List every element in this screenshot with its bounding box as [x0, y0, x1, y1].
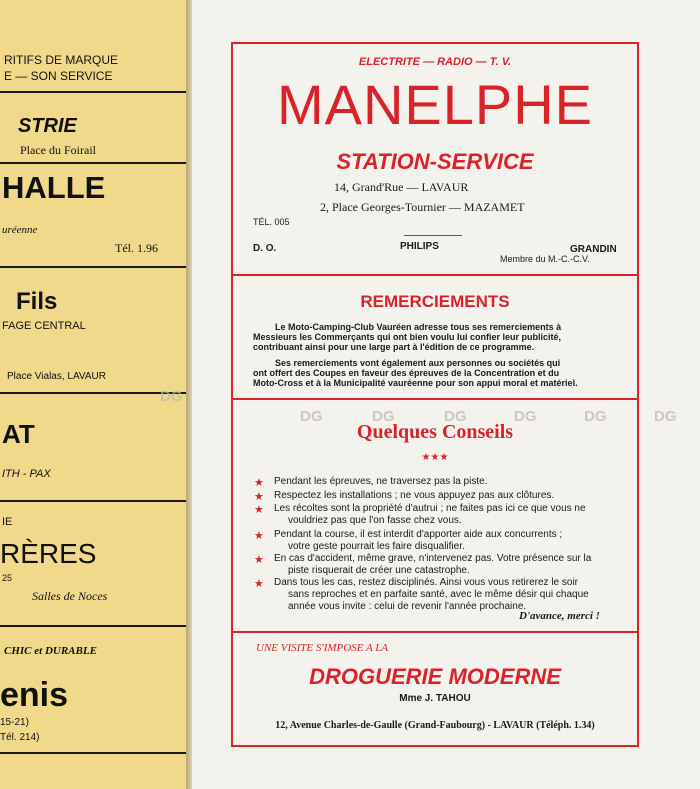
star-bullet-icon: ★ [254, 554, 264, 566]
advice-item-4 [254, 529, 626, 553]
thanks-title: REMERCIEMENTS [360, 292, 510, 311]
star-bullet-icon: ★ [254, 504, 264, 516]
left-text-14: RÈRES [0, 538, 97, 569]
manelphe-header: ELECTRITE — RADIO — T. V. [358, 56, 512, 68]
watermark-mark: DG [514, 408, 537, 425]
watermark-mark: DG [300, 408, 323, 425]
section-divider [233, 398, 637, 400]
left-divider [0, 500, 190, 502]
left-text-6: uréenne [2, 224, 38, 236]
droguerie-owner: Mme J. TAHOU [399, 693, 471, 704]
advice-text: Pendant les épreuves, ne traversez pas la piste. [274, 476, 488, 487]
left-text-8: Fils [16, 288, 58, 315]
left-text-9: FAGE CENTRAL [2, 320, 86, 332]
left-text-16: Salles de Noces [32, 589, 108, 603]
droguerie-tagline: UNE VISITE S'IMPOSE A LA [256, 642, 389, 654]
manelphe-tel: TÉL. 005 [253, 217, 290, 227]
advice-text: Les récoltes sont la propriété d'autrui ; ne faites pas ici ce que vous ne [274, 503, 586, 514]
left-text-3: STRIE [18, 115, 77, 137]
thanks-line: Le Moto-Camping-Club Vauréen adresse tous ses remerciements à [275, 322, 562, 332]
left-text-18: enis [0, 676, 69, 714]
left-text-7: Tél. 1.96 [115, 241, 158, 255]
section-divider [233, 631, 637, 633]
watermark-mark: DG [444, 408, 467, 425]
advice-text: piste risquerait de créer une catastrophe. [288, 565, 470, 576]
star-bullet-icon: ★ [254, 530, 264, 542]
watermark-mark: DG [654, 408, 677, 425]
left-divider [0, 91, 190, 93]
star-bullet-icon: ★ [254, 491, 264, 503]
advice-text: Pendant la course, il est interdit d'apporter aide aux concurrents ; [274, 529, 563, 540]
advice-closing: D'avance, merci ! [519, 610, 600, 622]
advice-stars: ★★★ [421, 452, 449, 463]
advice-text: année vous invite : celui de revenir l'année prochaine. [288, 601, 527, 612]
watermark-mark: DG [160, 388, 183, 405]
brand-do: D. O. [253, 243, 277, 254]
droguerie-address: 12, Avenue Charles-de-Gaulle (Grand-Faubourg) - LAVAUR (Téléph. 1.34) [275, 720, 595, 731]
station-service-title: STATION-SERVICE [336, 149, 534, 174]
left-text-13: IE [2, 516, 13, 528]
left-text-10: Place Vialas, LAVAUR [7, 371, 106, 382]
advice-item-1 [254, 476, 626, 488]
thanks-line: ont offert des Coupes en faveur des épreuves de la Concentration et du [253, 368, 560, 378]
watermark-mark: DG [584, 408, 607, 425]
advice-item-2 [254, 490, 626, 502]
brand-grandin: GRANDIN [570, 244, 617, 255]
advice-text: Dans tous les cas, restez disciplinés. Ainsi vous vous retirerez le soir [274, 577, 579, 588]
left-text-15: 25 [2, 573, 13, 583]
left-text-2: E — SON SERVICE [4, 69, 113, 83]
thanks-line: Ses remerciements vont également aux personnes ou sociétés qui [275, 358, 561, 368]
section-divider [233, 274, 637, 276]
watermark-mark: DG [372, 408, 395, 425]
thanks-line: Messieurs les Commerçants qui ont bien voulu lui confier leur publicité, [253, 332, 562, 342]
brand-separator [404, 235, 462, 236]
left-divider [0, 266, 190, 268]
left-text-5: HALLE [2, 170, 106, 205]
manelphe-address-1: 14, Grand'Rue — LAVAUR [334, 180, 469, 194]
advice-text: vouldriez pas que l'on fasse chez vous. [288, 515, 462, 526]
membership: Membre du M.-C.-C.V. [500, 254, 590, 264]
left-divider [0, 625, 190, 627]
thanks-line: Moto-Cross et à la Municipalité vauréenne pour son appui moral et matériel. [253, 378, 578, 388]
advice-text: En cas d'accident, même grave, n'intervenez pas. Votre présence sur la [274, 553, 592, 564]
left-text-19: 15-21) [0, 717, 29, 728]
advice-text: sans reproches et en parfaite santé, avec le même désir qui chaque [288, 589, 589, 600]
manelphe-name: MANELPHE [276, 73, 594, 136]
star-bullet-icon: ★ [254, 477, 264, 489]
left-divider [0, 162, 190, 164]
left-text-12: ITH - PAX [2, 468, 51, 480]
advice-item-3 [254, 503, 626, 527]
left-text-17: CHIC et DURABLE [4, 645, 97, 657]
left-text-11: AT [2, 419, 35, 449]
left-text-20: Tél. 214) [0, 732, 40, 743]
advice-text: votre geste pourrait les faire disqualifier. [288, 541, 465, 552]
droguerie-name: DROGUERIE MODERNE [309, 664, 561, 689]
advice-item-6 [254, 577, 626, 613]
manelphe-address-2: 2, Place Georges-Tournier — MAZAMET [320, 200, 525, 214]
left-divider [0, 752, 190, 754]
advice-item-5 [254, 553, 626, 577]
advice-text: Respectez les installations ; ne vous appuyez pas aux clôtures. [274, 490, 555, 501]
thanks-line: contribuant ainsi pour une large part à l'édition de ce programme. [253, 342, 535, 352]
brand-philips: PHILIPS [400, 241, 439, 252]
star-bullet-icon: ★ [254, 578, 264, 590]
left-text-1: RITIFS DE MARQUE [4, 53, 119, 67]
advice-title: Quelques Conseils [356, 421, 514, 443]
left-text-4: Place du Foirail [20, 143, 96, 157]
